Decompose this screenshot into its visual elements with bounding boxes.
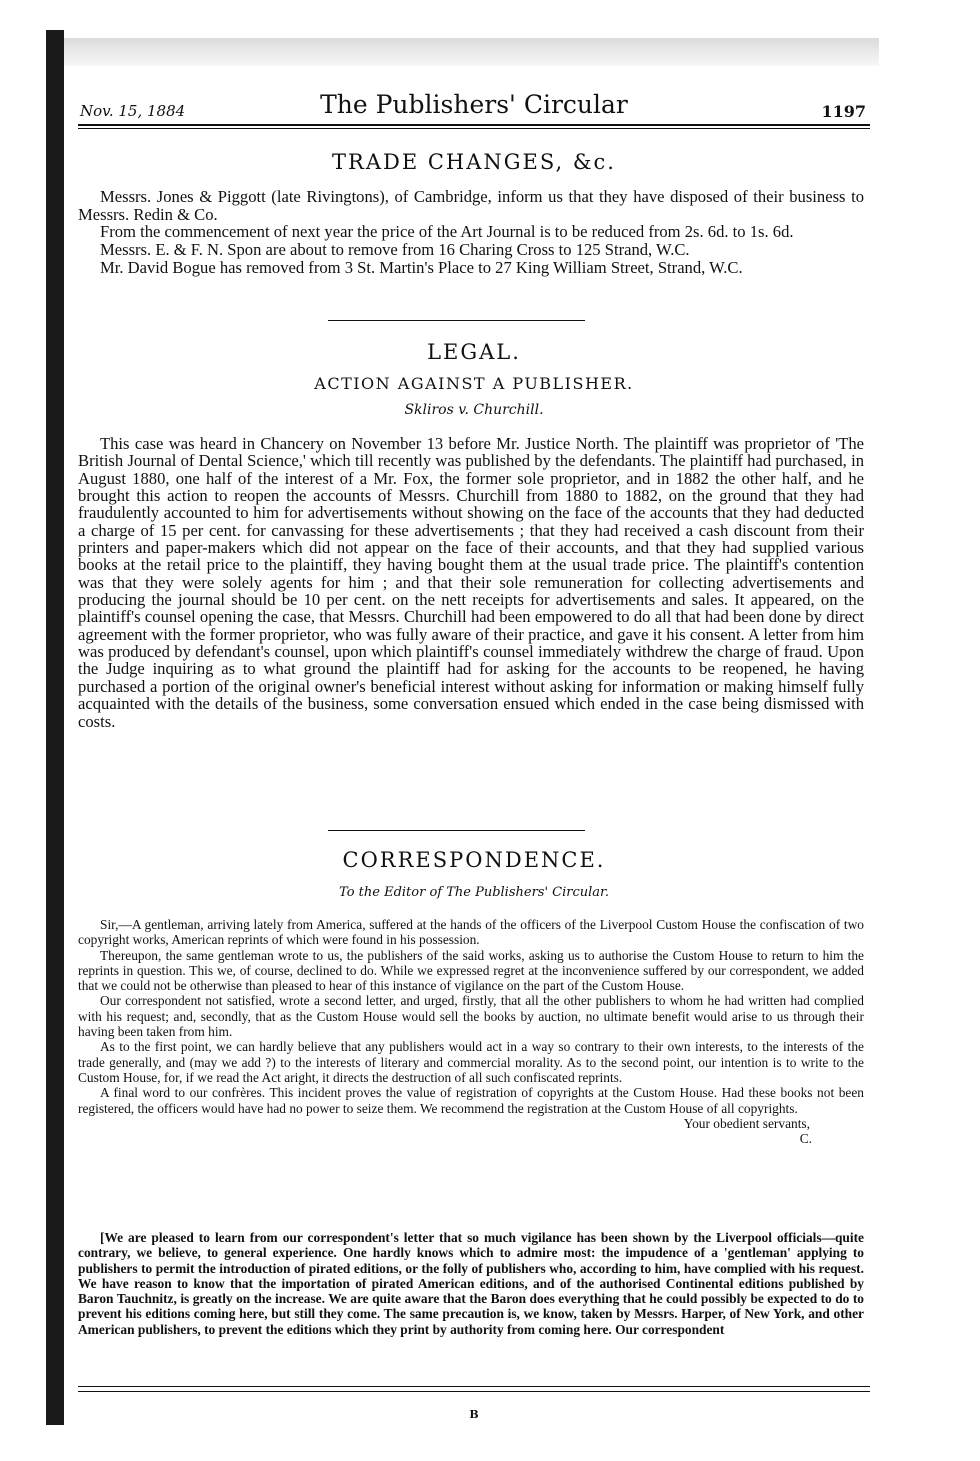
letter-addressee: To the Editor of The Publishers' Circular. [339, 885, 609, 900]
legal-subheading: ACTION AGAINST A PUBLISHER. [314, 374, 634, 393]
page-number: 1197 [821, 102, 866, 121]
section-divider [328, 830, 585, 831]
header-rule [78, 124, 870, 126]
binding-spine-shadow [46, 30, 64, 1425]
issue-date: Nov. 15, 1884 [80, 102, 186, 120]
letter-closing: Your obedient servants, [683, 1115, 810, 1131]
trade-changes-heading: TRADE CHANGES, &c. [332, 150, 616, 174]
letter-paragraph: Our correspondent not satisfied, wrote a second letter, and urged, firstly, that all the other publishers to whom he had written had complied with his request; and, secondly, that as the Custom House would sell the books by auction, no ultimate benefit would arise to us through their having been taken from him. [78, 993, 864, 1040]
letter-signature: C. [799, 1131, 812, 1147]
header-rule-inner [78, 128, 870, 129]
letter-paragraph: As to the first point, we can hardly believe that any publishers would act in a way so contrary to their own interests, to the interests of the trade generally, and (may we add ?) to the interests of literary and commercial morality. As to the second point, our intention is to write to the Custom House, for, if we read the Act aright, it directs the destruction of all such confiscated reprints. [78, 1039, 864, 1085]
trade-item: Mr. David Bogue has removed from 3 St. Martin's Place to 27 King William Street, Strand, W.C. [100, 257, 743, 277]
letter-paragraph: Sir,—A gentleman, arriving lately from America, suffered at the hands of the officers of the Liverpool Custom House the confiscation of two copyright works, American reprints of which were found in his possession. [78, 917, 864, 948]
footer-rule-inner [78, 1391, 870, 1392]
trade-item: From the commencement of next year the price of the Art Journal is to be reduced from 2s. 6d. to 1s. 6d. [100, 222, 794, 242]
newspaper-page [78, 60, 870, 1421]
page-header [78, 90, 870, 122]
letter-paragraph: A final word to our confrères. This incident proves the value of registration of copyrights at the Custom House. Had these books not been registered, the officers would have had no power to seize them. We recommend the registration at the Custom House of all copyrights. [78, 1085, 864, 1116]
footer-rule [78, 1386, 870, 1387]
trade-changes-body [78, 188, 864, 277]
publication-title: The Publishers' Circular [320, 90, 628, 119]
printer-signature-mark: B [469, 1408, 479, 1421]
section-divider [328, 320, 585, 321]
trade-item: Messrs. Jones & Piggott (late Rivingtons), of Cambridge, inform us that they have disposed of their business to Messrs. Redin & Co. [78, 187, 864, 224]
editor-note [78, 1230, 864, 1337]
correspondence-heading: CORRESPONDENCE. [342, 848, 606, 872]
legal-heading: LEGAL. [427, 340, 521, 364]
letter-paragraph: Thereupon, the same gentleman wrote to us, the publishers of the said works, asking us to authorise the Custom House to return to him the reprints in question. This we, of course, declined to do. While we expressed regret at the inconvenience suffered by our correspondent, we added that we could not be otherwise than pleased to hear of this instance of vigilance on the part of the Custom House. [78, 947, 864, 994]
editor-note-text: [We are pleased to learn from our correspondent's letter that so much vigilance has been shown by the Liverpool officials—quite contrary, we believe, to general experience. One hardly knows which to admire most: the impudence of a 'gentleman' applying to publishers to permit the introduction of pirated editions, or the folly of publishers who, according to him, have complied with his request. We have reason to know that the importation of pirated American editions, and of the authorised Continental editions published by Baron Tauchnitz, is greatly on the increase. We are quite aware that the Baron does everything that he could possibly be expected to do to prevent his editions coming here, but still they come. The same precaution is, we know, taken by Messrs. Harper, of New York, and other American publishers, to prevent the editions which they print by authority from coming here. Our correspondent [78, 1230, 864, 1337]
legal-report [78, 435, 864, 730]
legal-paragraph: This case was heard in Chancery on November 13 before Mr. Justice North. The plaintiff was proprietor of 'The British Journal of Dental Science,' which till recently was published by the defendants. The plaintiff had purchased, in August 1880, one half of the interest of a Mr. Fox, the former sole proprietor, and in 1882 the other half, and he brought this action to reopen the accounts of Messrs. Churchill from 1880 to 1882, on the ground that they had fraudulently accounted to him for advertisements without showing on the face of the accounts that they had deducted a charge of 15 per cent. for canvassing for these advertisements ; that they had received a cash discount from their printers and paper-makers which did not appear on the face of their accounts, and that they had supplied various books at the retail price to the plaintiff, they having bought them at the usual trade price. The plaintiff's contention was that they were solely agents for him ; and that their sole remuneration for collecting advertisements and producing the journal should be 10 per cent. on the nett receipts for advertisements and sales. It appeared, on the plaintiff's counsel opening the case, that Messrs. Churchill had been empowered to do all that had been done by direct agreement with the former proprietor, who was fully aware of their practice, and gave it his consent. A letter from him was produced by defendant's counsel, upon which plaintiff's counsel immediately withdrew the charge of fraud. Upon the Judge inquiring as to what ground the plaintiff had for asking for the accounts to be reopened, he having purchased a portion of the original owner's beneficial interest without asking for information or making himself fully acquainted with the details of the business, some conversation ensued which ended in the case being dismissed with costs. [78, 434, 864, 731]
correspondence-letter [78, 917, 864, 1146]
trade-item: Messrs. E. & F. N. Spon are about to remove from 16 Charing Cross to 125 Strand, W.C. [100, 240, 690, 260]
case-name: Skliros v. Churchill. [404, 402, 544, 418]
